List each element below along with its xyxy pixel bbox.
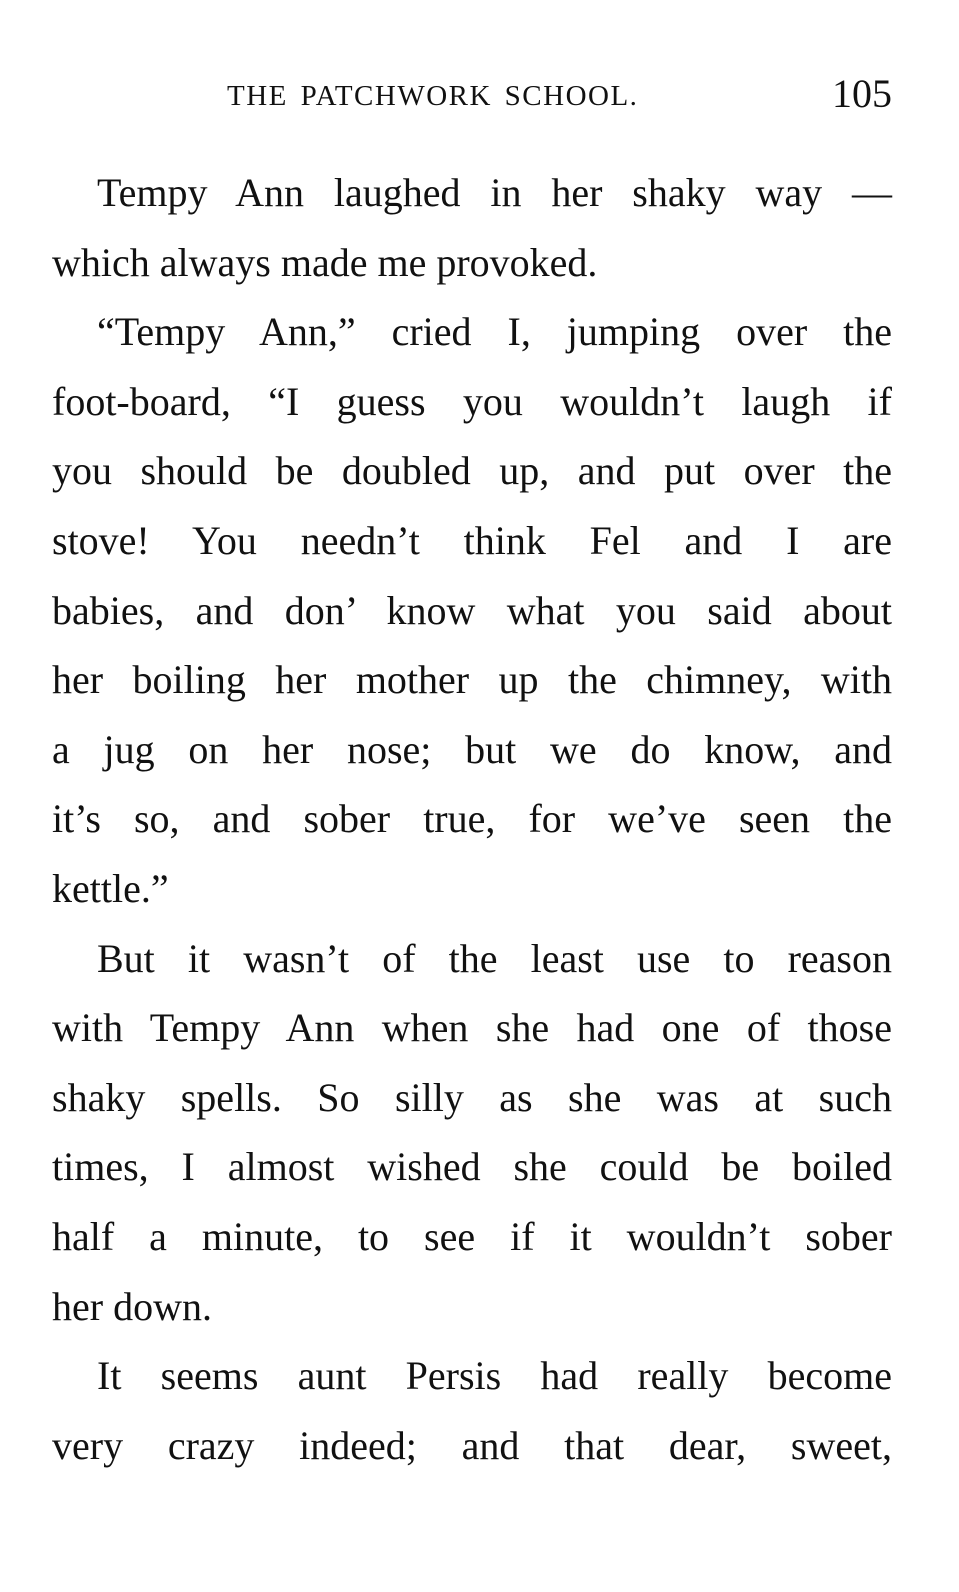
text-line: But it wasn’t of the least use to reason — [97, 935, 892, 981]
text-line: her boiling her mother up the chimney, with — [52, 657, 892, 703]
text-line: shaky spells. So silly as she was at such — [52, 1074, 892, 1120]
page-number: 105 — [832, 71, 892, 116]
text-line: babies, and don’ know what you said about — [52, 587, 892, 633]
text-line: foot-board, “I guess you wouldn’t laugh if — [52, 378, 892, 424]
page-header — [52, 70, 892, 120]
text-line: you should be doubled up, and put over the — [52, 448, 892, 494]
text-line: it’s so, and sober true, for we’ve seen the — [52, 796, 892, 842]
text-line: It seems aunt Persis had really become — [97, 1353, 892, 1399]
text-line: Tempy Ann laughed in her shaky way — — [97, 170, 892, 215]
text-line: half a minute, to see if it wouldn’t sober — [52, 1213, 892, 1259]
text-line: stove! You needn’t think Fel and I are — [52, 517, 892, 563]
text-line: times, I almost wished she could be boiled — [52, 1144, 892, 1190]
text-line: which always made me provoked. — [52, 239, 598, 285]
text-line: a jug on her nose; but we do know, and — [52, 726, 892, 772]
running-head: THE PATCHWORK SCHOOL. — [227, 80, 639, 112]
text-line: with Tempy Ann when she had one of those — [52, 1005, 892, 1051]
text-line: kettle.” — [52, 865, 169, 911]
text-line: very crazy indeed; and that dear, sweet, — [52, 1422, 892, 1468]
body-text — [52, 158, 892, 1480]
text-line: “Tempy Ann,” cried I, jumping over the — [97, 309, 892, 355]
text-line: her down. — [52, 1283, 212, 1329]
